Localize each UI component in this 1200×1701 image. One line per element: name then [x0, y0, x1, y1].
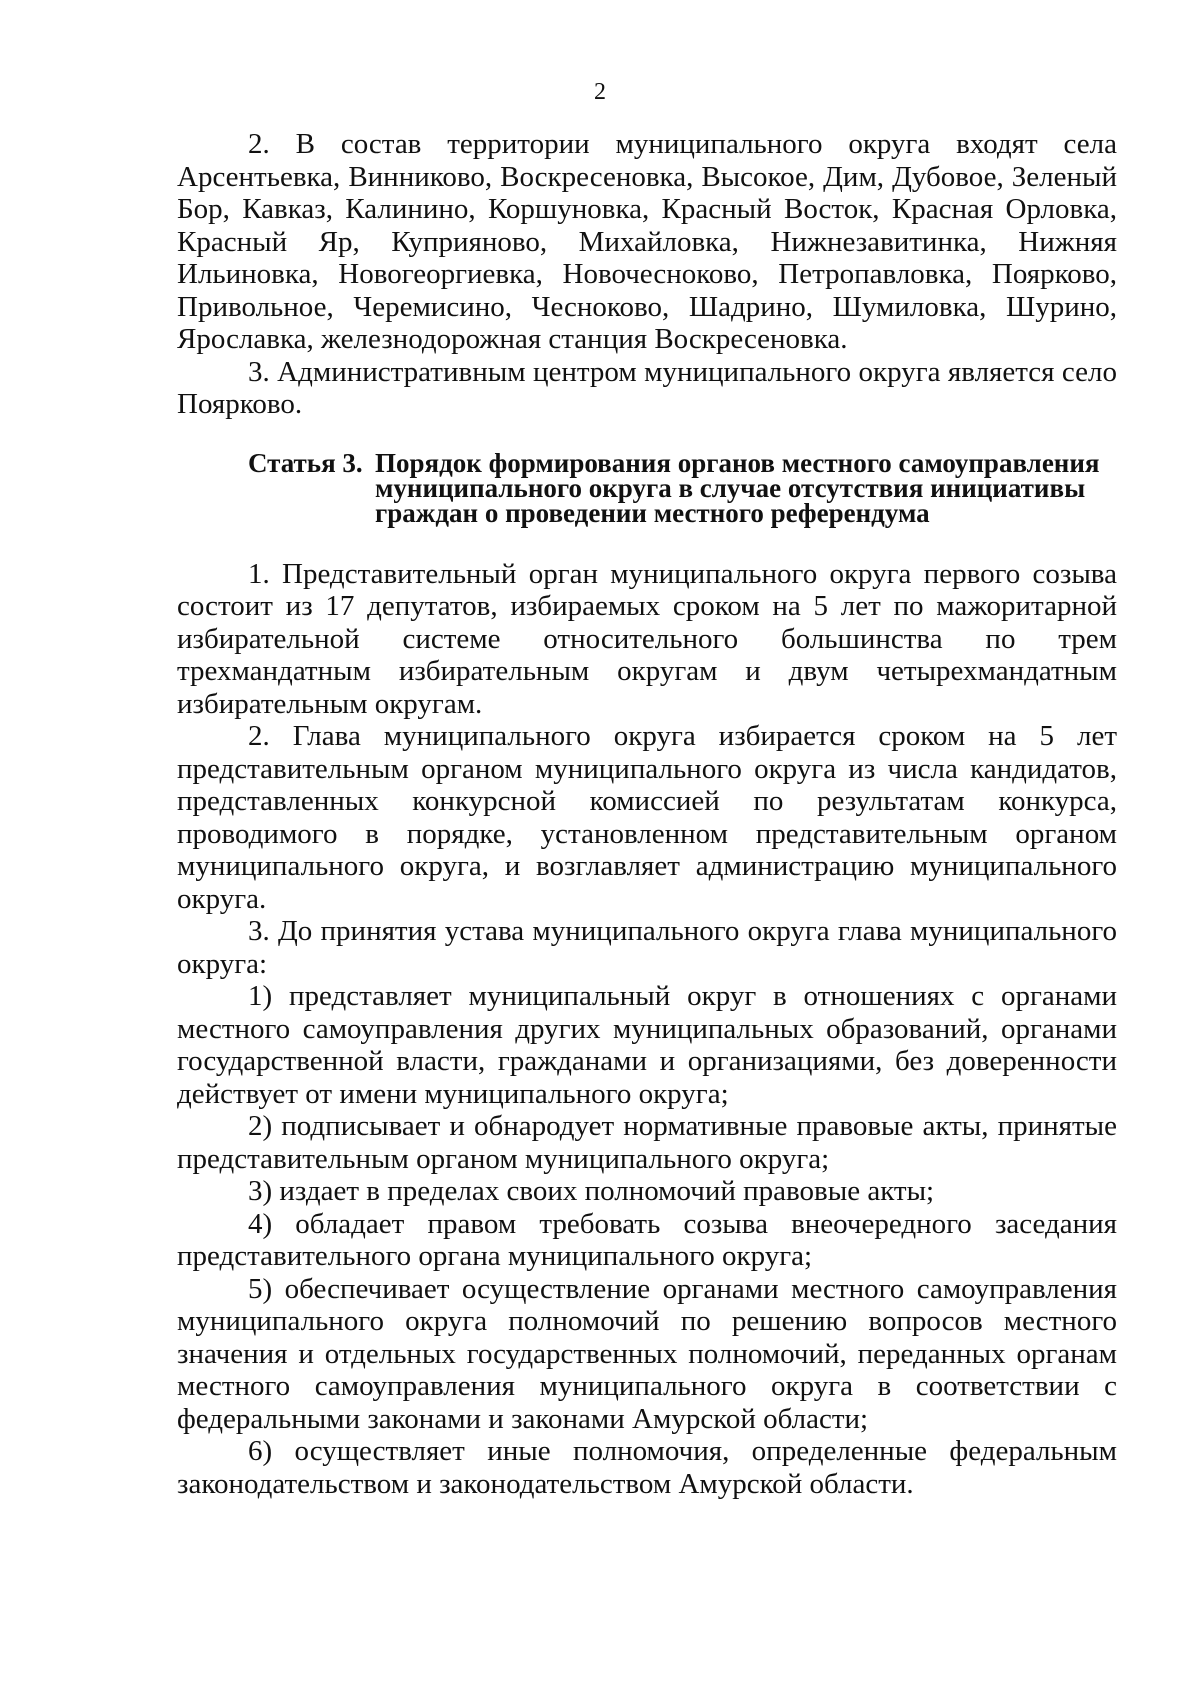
article-title: Порядок формирования органов местного самоуправления муниципального округа в случае отсутствия инициативы граждан о проведении местного референдума: [375, 447, 1100, 528]
paragraph: 2. Глава муниципального округа избирается сроком на 5 лет представительным органом муниципального округа из числа кандидатов, представленных конкурсной комиссией по результатам конкурса, проводимого в порядке, установленном представительным органом муниципального округа, и возглавляет администрацию муниципального округа.: [177, 720, 1117, 915]
list-item: 6) осуществляет иные полномочия, определенные федеральным законодательством и законодательством Амурской области.: [177, 1435, 1117, 1500]
page-number: 2: [594, 79, 606, 105]
article-number: Статья 3.: [248, 447, 363, 478]
list-item: 3) издает в пределах своих полномочий правовые акты;: [248, 1175, 935, 1207]
paragraph: 2. В состав территории муниципального округа входят села Арсентьевка, Винниково, Воскресеновка, Высокое, Дим, Дубовое, Зеленый Бор, Кавказ, Калинино, Коршуновка, Красный Восток, Красная Орловка, Красный Яр, Куприяново, Михайловка, Нижнезавитинка, Нижняя Ильиновка, Новогеоргиевка, Новочесноково, Петропавловка, Поярково, Привольное, Черемисино, Чесноково, Шадрино, Шумиловка, Шурино, Ярославка, железнодорожная станция Воскресеновка.: [177, 128, 1117, 355]
list-item: 1) представляет муниципальный округ в отношениях с органами местного самоуправления других муниципальных образований, органами государственной власти, гражданами и организациями, без доверенности действует от имени муниципального округа;: [177, 980, 1117, 1110]
paragraph: 3. Административным центром муниципального округа является село Поярково.: [177, 355, 1117, 420]
list-item: 5) обеспечивает осуществление органами местного самоуправления муниципального округа полномочий по решению вопросов местного значения и отдельных государственных полномочий, переданных органам местного самоуправления муниципального округа в соответствии с федеральными законами и законами Амурской области;: [177, 1272, 1117, 1435]
paragraph: 3. До принятия устава муниципального округа глава муниципального округа:: [177, 915, 1117, 980]
document-body: [177, 128, 1117, 1500]
article-heading: [248, 447, 1117, 528]
list-item: 2) подписывает и обнародует нормативные правовые акты, принятые представительным органом муниципального округа;: [177, 1110, 1117, 1175]
paragraph: 1. Представительный орган муниципального округа первого созыва состоит из 17 депутатов, избираемых сроком на 5 лет по мажоритарной избирательной системе относительного большинства по трем трехмандатным избирательным округам и двум четырехмандатным избирательным округам.: [177, 557, 1117, 720]
list-item: 4) обладает правом требовать созыва внеочередного заседания представительного органа муниципального округа;: [177, 1207, 1117, 1272]
